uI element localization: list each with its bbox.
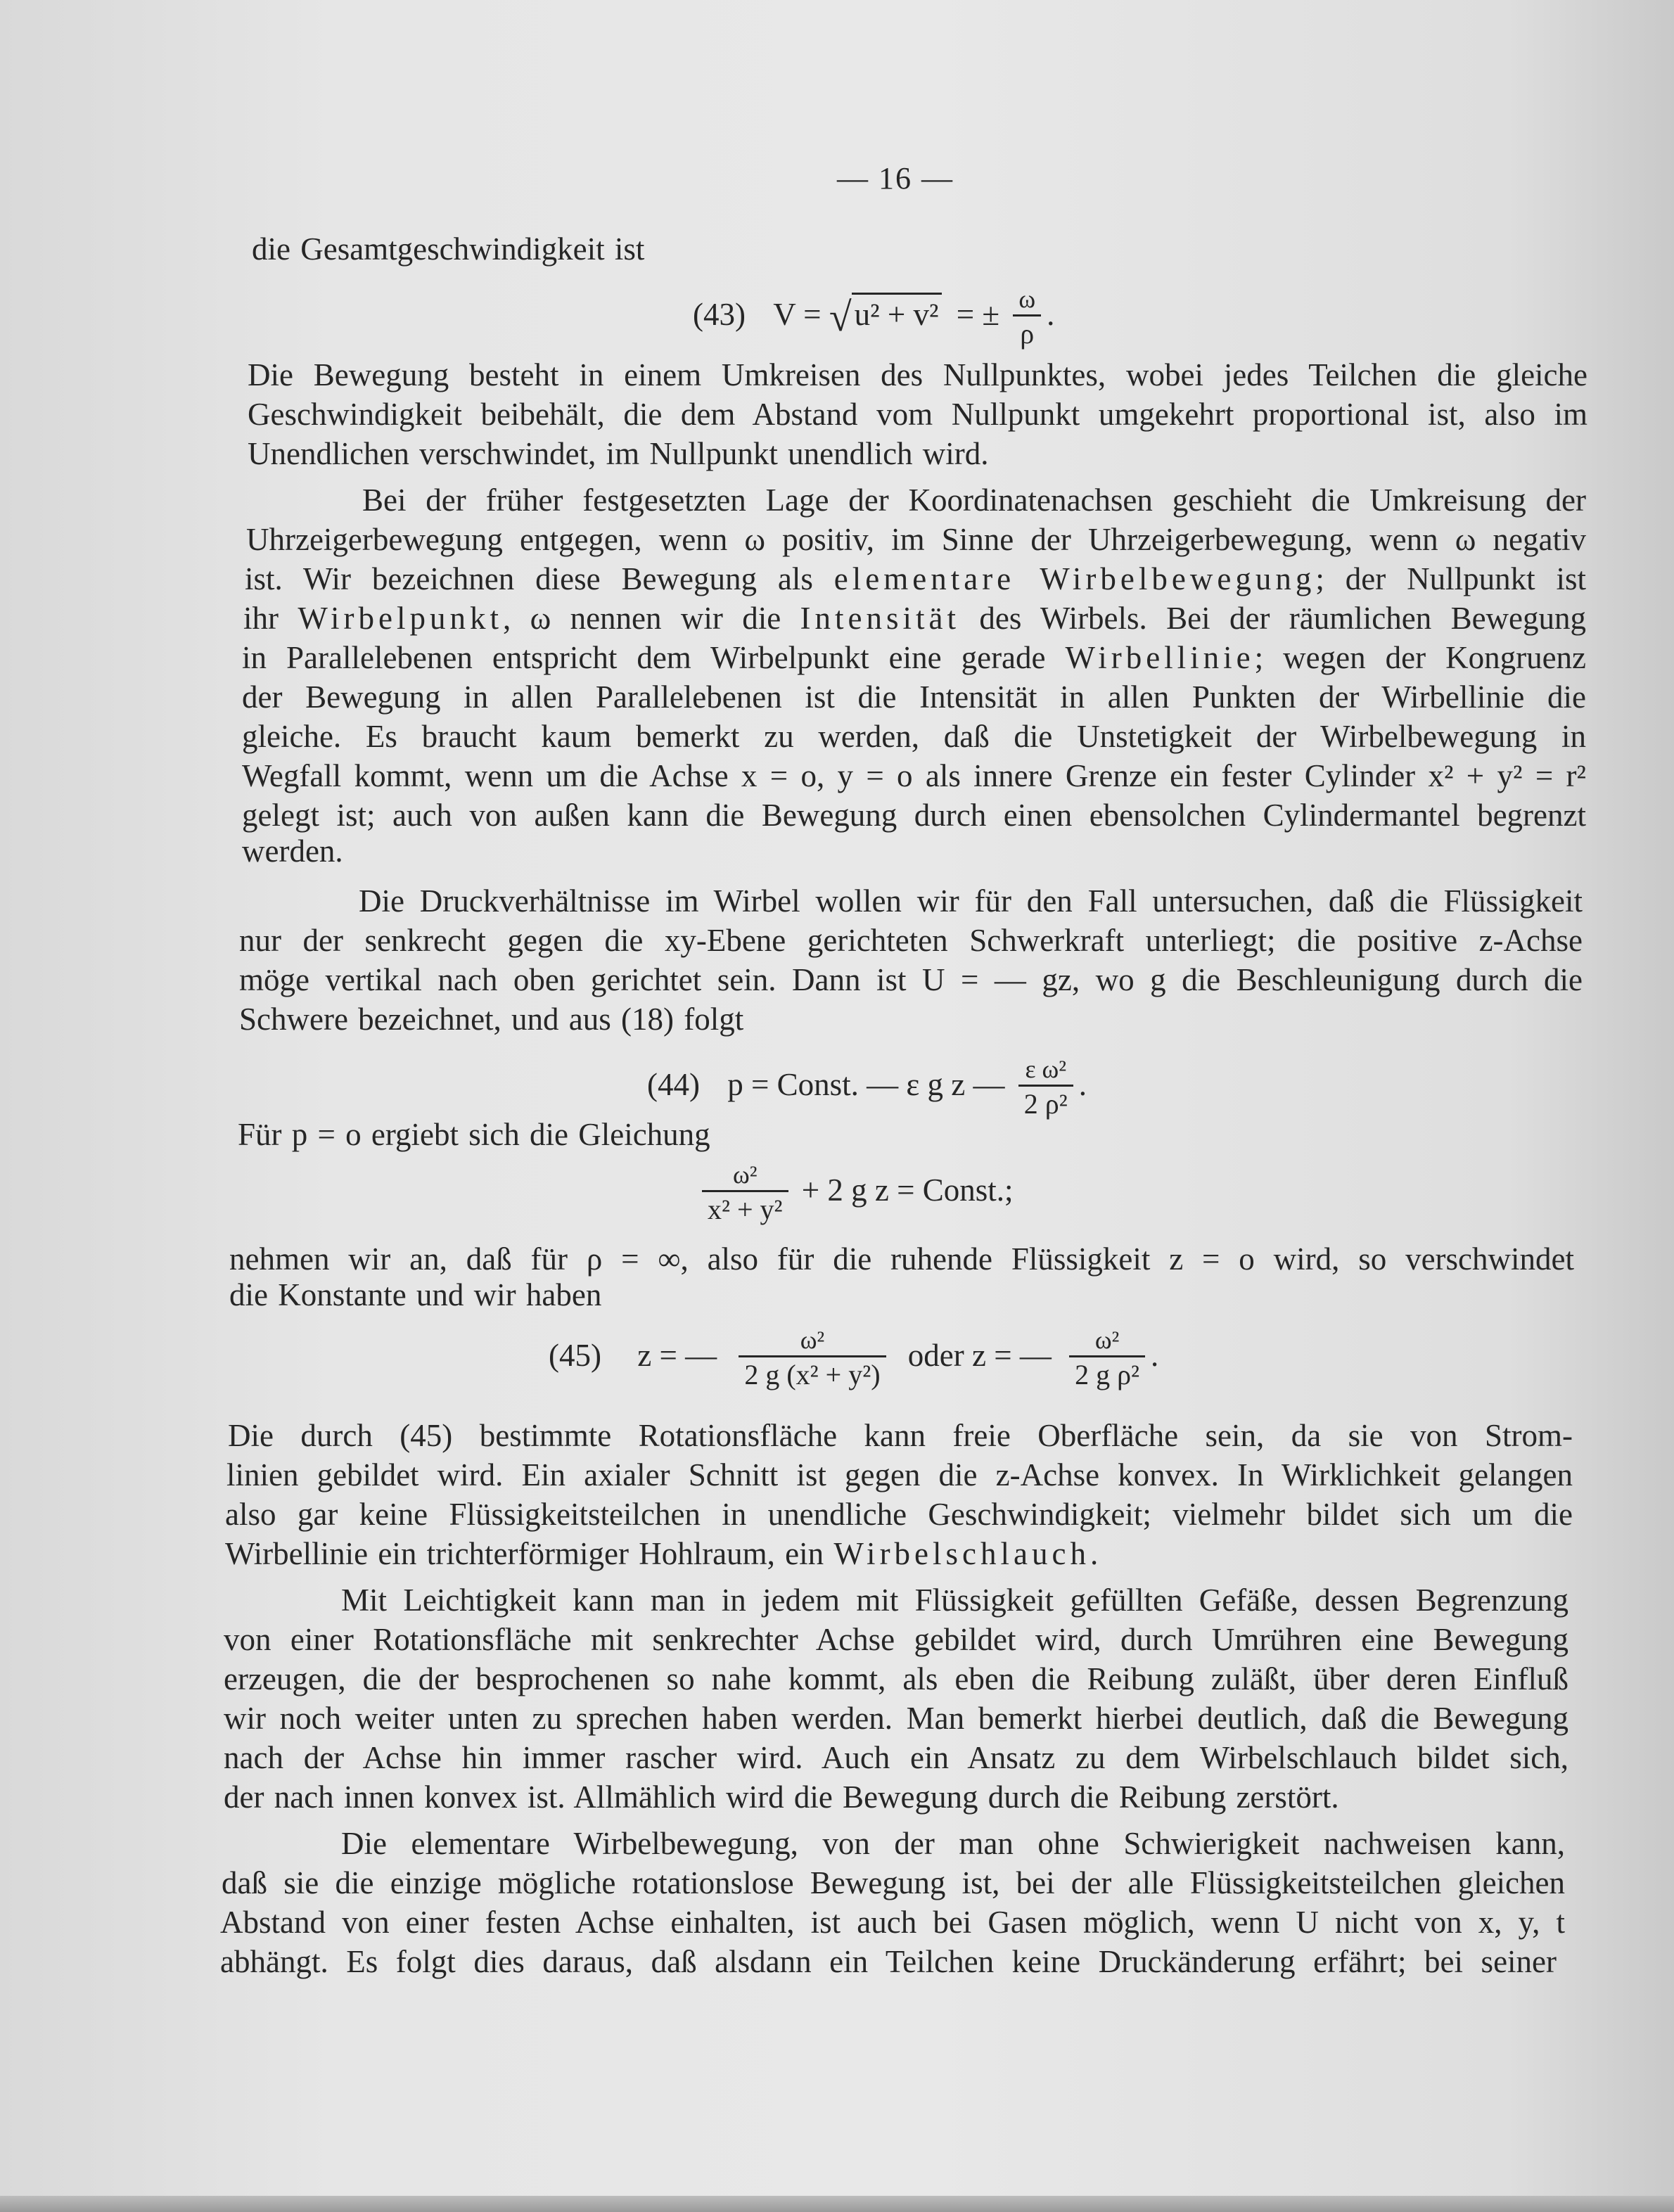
para2-l4c: , ω nennen wir die bbox=[503, 601, 781, 636]
fuer-line: Für p = o ergiebt sich die Gleichung bbox=[238, 1117, 710, 1152]
para7-line: abhängt. Es folgt dies daraus, daß alsdann ein Teilchen keine Druckänderung erfährt; bei seiner bbox=[220, 1944, 1557, 1979]
para5-line: Die durch (45) bestimmte Rotationsfläche kann freie Oberfläche sein, da sie von Strom- bbox=[228, 1418, 1573, 1453]
para5-l4a: Wirbellinie ein trichterförmiger Hohlraum, ein bbox=[225, 1536, 824, 1571]
term-wirbelpunkt: Wirbelpunkt bbox=[298, 601, 503, 636]
para2-l5a: in Parallelebenen entspricht dem Wirbelpunkt eine gerade bbox=[242, 640, 1046, 675]
para5-line: linien gebildet wird. Ein axialer Schnitt ist gegen die z-Achse konvex. In Wirklichkeit gelangen bbox=[226, 1457, 1573, 1492]
para6-line: nach der Achse hin immer rascher wird. Auch ein Ansatz zu dem Wirbelschlauch bildet sich, bbox=[224, 1740, 1568, 1775]
para6-line: der nach innen konvex ist. Allmählich wird die Bewegung durch die Reibung zerstört. bbox=[224, 1779, 1339, 1815]
para7-line: Abstand von einer festen Achse einhalten, ist auch bei Gasen möglich, wenn U nicht von x, y, t bbox=[220, 1905, 1565, 1940]
para2-line: werden. bbox=[242, 833, 343, 869]
eq45-lhs: z = — bbox=[637, 1337, 717, 1373]
eq45-end: . bbox=[1151, 1337, 1159, 1373]
page-number: — 16 — bbox=[837, 161, 954, 196]
equation-43 bbox=[693, 285, 1054, 350]
eqmid-rhs: + 2 g z = Const.; bbox=[801, 1172, 1014, 1208]
eq44-tag: (44) bbox=[647, 1066, 700, 1102]
term-intensitaet: Intensität bbox=[800, 601, 961, 636]
scan-edge bbox=[0, 2196, 1674, 2212]
para2-line bbox=[242, 638, 1586, 677]
eq43-num: ω bbox=[1013, 285, 1041, 317]
para2-line bbox=[245, 559, 1586, 599]
term-wirbelschlauch: Wirbelschlauch bbox=[833, 1536, 1090, 1571]
para4-line: nehmen wir an, daß für ρ = ∞, also für die ruhende Flüssigkeit z = o wird, so verschwindet bbox=[229, 1241, 1574, 1277]
para2-l3c: ; der Nullpunkt ist bbox=[1315, 561, 1586, 596]
eq43-sqrt: u² + v² bbox=[852, 293, 942, 333]
eq43-lhs: V = bbox=[773, 296, 822, 332]
intro-line: die Gesamtgeschwindigkeit ist bbox=[252, 231, 645, 267]
eq44-fraction bbox=[1018, 1055, 1073, 1120]
para2-l4a: ihr bbox=[243, 601, 279, 636]
eq43-end: . bbox=[1047, 296, 1055, 332]
equation-44 bbox=[647, 1055, 1087, 1120]
para2-l5c: ; wegen der Kongruenz bbox=[1254, 640, 1586, 675]
eqmid-den: x² + y² bbox=[708, 1194, 783, 1225]
para6-line: Mit Leichtigkeit kann man in jedem mit Flüssigkeit gefüllten Gefäße, dessen Begrenzung bbox=[341, 1583, 1568, 1618]
eq44-lhs: p = Const. — ε g z — bbox=[727, 1066, 1005, 1102]
eq45-den1: 2 g (x² + y²) bbox=[744, 1359, 881, 1391]
para2-line: gleiche. Es braucht kaum bemerkt zu werden, daß die Unstetigkeit der Wirbelbewegung in bbox=[242, 719, 1586, 754]
term-elementare-wirbelbewegung: elementare Wirbelbewegung bbox=[833, 561, 1316, 596]
equation-unnumbered bbox=[696, 1161, 1014, 1226]
para7-line: Die elementare Wirbelbewegung, von der man ohne Schwierigkeit nachweisen kann, bbox=[341, 1826, 1565, 1861]
para5-line: also gar keine Flüssigkeitsteilchen in unendliche Geschwindigkeit; vielmehr bildet sich um die bbox=[225, 1497, 1573, 1532]
eq45-mid: oder z = — bbox=[907, 1337, 1052, 1373]
para1-line: Die Bewegung besteht in einem Umkreisen des Nullpunktes, wobei jedes Teilchen die gleiche bbox=[248, 357, 1587, 392]
eqmid-fraction bbox=[702, 1161, 788, 1226]
equation-45 bbox=[549, 1326, 1158, 1391]
para5-line bbox=[225, 1534, 1098, 1573]
para6-line: erzeugen, die der besprochenen so nahe kommt, als eben die Reibung zuläßt, über deren Einfluß bbox=[224, 1661, 1568, 1696]
eq45-num1: ω² bbox=[739, 1326, 886, 1357]
eq44-num: ε ω² bbox=[1018, 1055, 1073, 1087]
para2-line: Bei der früher festgesetzten Lage der Koordinatenachsen geschieht die Umkreisung der bbox=[362, 482, 1586, 518]
eq43-rel: = ± bbox=[956, 296, 1000, 332]
para2-l3a: ist. Wir bezeichnen diese Bewegung als bbox=[245, 561, 813, 596]
eqmid-num: ω² bbox=[702, 1161, 788, 1192]
para4-line: die Konstante und wir haben bbox=[229, 1277, 602, 1312]
para1-line: Geschwindigkeit beibehält, die dem Abstand vom Nullpunkt umgekehrt proportional ist, also im bbox=[248, 397, 1587, 432]
para3-line: Die Druckverhältnisse im Wirbel wollen wir für den Fall untersuchen, daß die Flüssigkeit bbox=[359, 883, 1583, 919]
para5-l4c: . bbox=[1090, 1536, 1099, 1571]
eq45-fraction-2 bbox=[1069, 1326, 1145, 1391]
para2-l4e: des Wirbels. Bei der räumlichen Bewegung bbox=[979, 601, 1586, 636]
eq45-fraction-1 bbox=[739, 1326, 886, 1391]
para2-line: Uhrzeigerbewegung entgegen, wenn ω positiv, im Sinne der Uhrzeigerbewegung, wenn ω negativ bbox=[246, 522, 1586, 557]
eq44-end: . bbox=[1078, 1066, 1087, 1102]
eq45-tag: (45) bbox=[549, 1337, 601, 1373]
para2-line: Wegfall kommt, wenn um die Achse x = o, y = o als innere Grenze ein fester Cylinder x² + y² = r² bbox=[242, 758, 1586, 793]
para7-line: daß sie die einzige mögliche rotationslose Bewegung ist, bei der alle Flüssigkeitsteilchen gleichen bbox=[222, 1865, 1565, 1900]
para6-line: von einer Rotationsfläche mit senkrechter Achse gebildet wird, durch Umrühren eine Bewegung bbox=[224, 1622, 1568, 1657]
eq45-num2: ω² bbox=[1069, 1326, 1145, 1357]
para2-line: der Bewegung in allen Parallelebenen ist die Intensität in allen Punkten der Wirbellinie die bbox=[242, 679, 1586, 715]
eq44-den: 2 ρ² bbox=[1023, 1088, 1068, 1120]
para1-line: Unendlichen verschwindet, im Nullpunkt unendlich wird. bbox=[248, 436, 989, 471]
eq45-den2: 2 g ρ² bbox=[1075, 1359, 1140, 1391]
eq43-fraction bbox=[1013, 285, 1041, 350]
term-wirbellinie: Wirbellinie bbox=[1065, 640, 1255, 675]
para3-line: nur der senkrecht gegen die xy-Ebene gerichteten Schwerkraft unterliegt; die positive z-Achse bbox=[239, 923, 1583, 958]
eq43-den: ρ bbox=[1020, 318, 1035, 350]
para6-line: wir noch weiter unten zu sprechen haben werden. Man bemerkt hierbei deutlich, daß die Bewegung bbox=[224, 1701, 1568, 1736]
para2-line: gelegt ist; auch von außen kann die Bewegung durch einen ebensolchen Cylindermantel begrenzt bbox=[242, 798, 1586, 833]
para3-line: Schwere bezeichnet, und aus (18) folgt bbox=[239, 1002, 744, 1037]
para2-line bbox=[243, 599, 1586, 638]
para3-line: möge vertikal nach oben gerichtet sein. Dann ist U = — gz, wo g die Beschleunigung durch die bbox=[239, 962, 1583, 997]
sqrt-sign: √ bbox=[829, 293, 852, 340]
eq43-tag: (43) bbox=[693, 296, 746, 332]
